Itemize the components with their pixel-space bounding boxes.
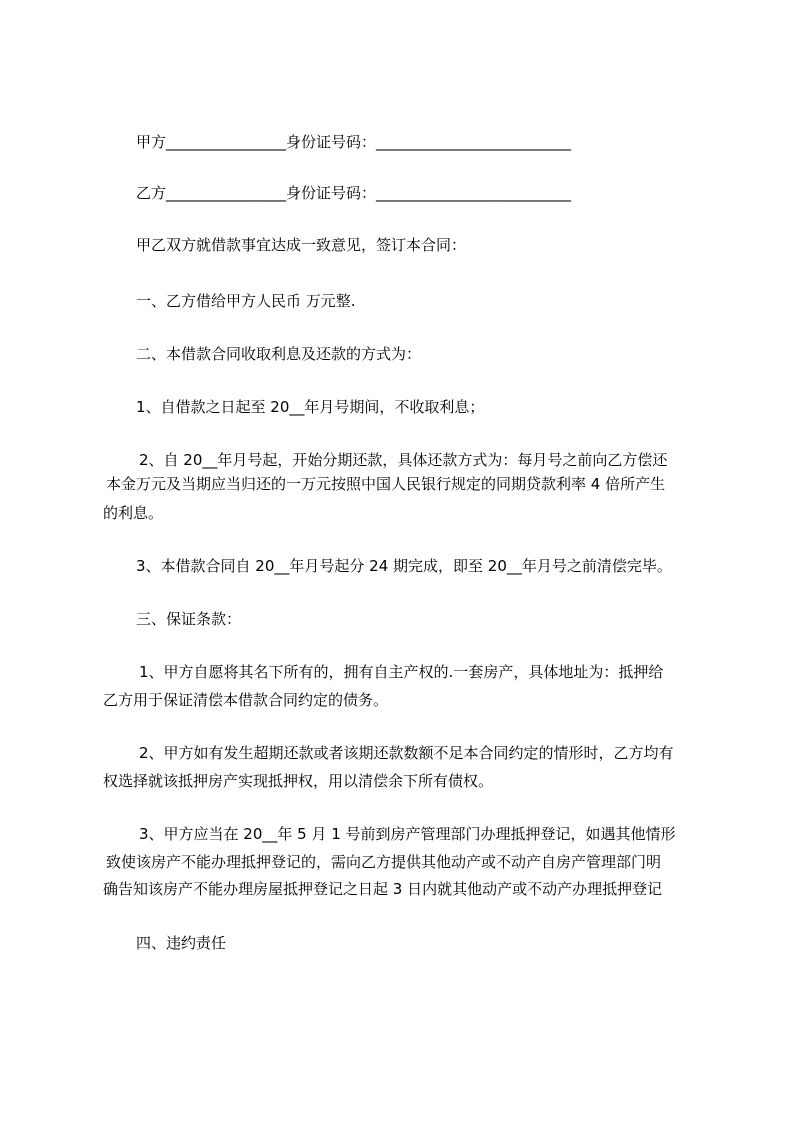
clause-3-heading: 三、保证条款： [136,610,242,628]
party-b-line: 乙方________________身份证号码：__________________________ [136,184,572,202]
clause-3-item-3-line-3: 确告知该房产不能办理房屋抵押登记之日起 3 日内就其他动产或不动产办理抵押登记 [103,880,663,898]
clause-3-item-1-line-1: 1、甲方自愿将其名下所有的，拥有自主产权的.一套房产，具体地址为：抵押给 [139,663,664,681]
clause-2-item-2-line-2: 本金万元及当期应当归还的一万元按照中国人民银行规定的同期贷款利率 4 倍所产生 [106,475,666,493]
clause-3-item-2-line-1: 2、甲方如有发生超期还款或者该期还款数额不足本合同约定的情形时，乙方均有 [139,744,674,762]
clause-1: 一、乙方借给甲方人民币 万元整. [136,292,356,310]
clause-3-item-3-line-1: 3、甲方应当在 20__年 5 月 1 号前到房产管理部门办理抵押登记，如遇其他情形 [139,825,676,843]
clause-4-heading: 四、违约责任 [136,934,227,952]
clause-2-item-2-line-3: 的利息。 [103,504,164,522]
clause-3-item-3-line-2: 致使该房产不能办理抵押登记的，需向乙方提供其他动产或不动产自房产管理部门明 [106,853,662,871]
clause-3-item-1-line-2: 乙方用于保证清偿本借款合同约定的债务。 [103,691,389,709]
clause-2-item-3: 3、本借款合同自 20__年月号起分 24 期完成，即至 20__年月号之前清偿完毕。 [136,557,672,575]
clause-3-item-2-line-2: 权选择就该抵押房产实现抵押权，用以清偿余下所有债权。 [103,772,494,790]
clause-2-item-1: 1、自借款之日起至 20__年月号期间，不收取利息； [136,398,485,416]
clause-2-heading: 二、本借款合同收取利息及还款的方式为： [136,345,422,363]
clause-2-item-2-line-1: 2、自 20__年月号起，开始分期还款，具体还款方式为：每月号之前向乙方偿还 [139,451,668,469]
party-a-line: 甲方________________身份证号码：__________________________ [136,133,572,151]
intro-paragraph: 甲乙双方就借款事宜达成一致意见，签订本合同： [136,236,467,254]
